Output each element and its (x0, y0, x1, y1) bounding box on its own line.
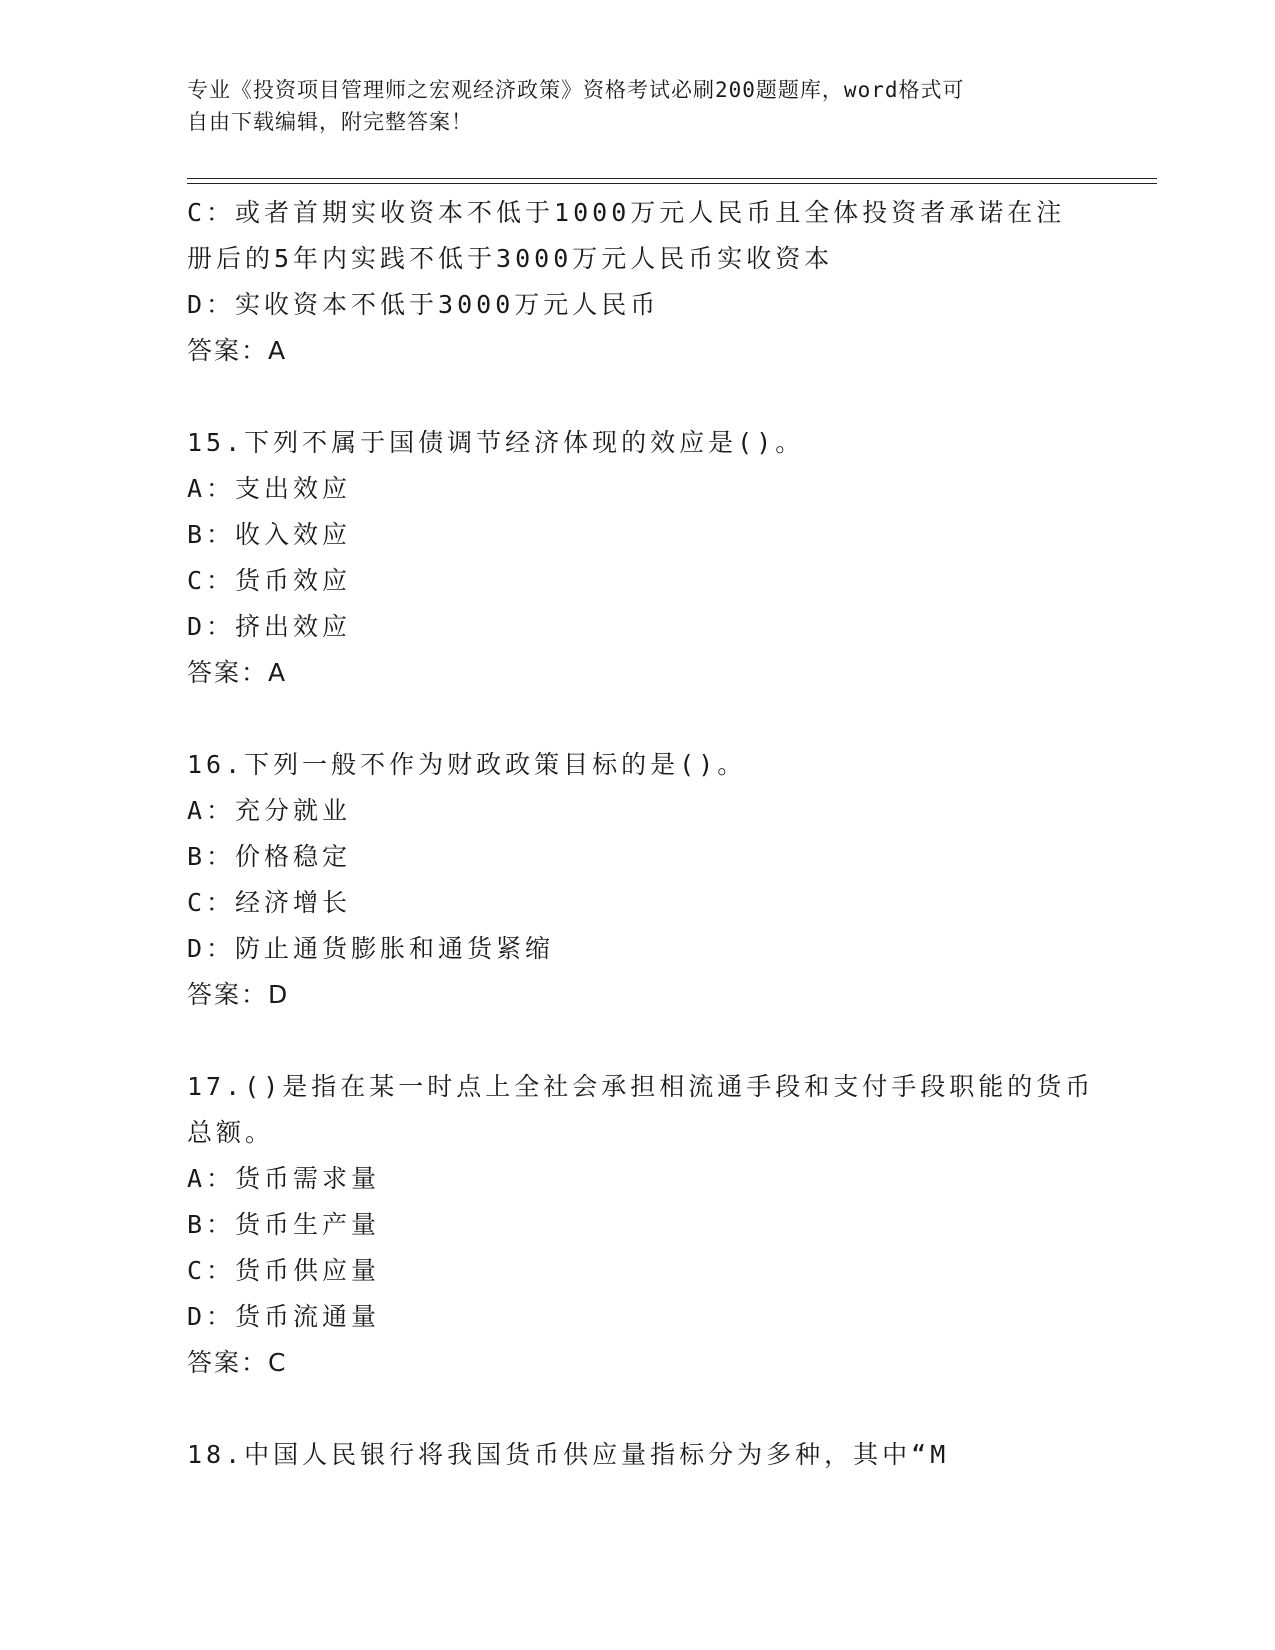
document-header (187, 74, 1067, 138)
option-c: C：货币效应 (187, 566, 352, 595)
option-c-line-2: 册后的5年内实践不低于3000万元人民币实收资本 (187, 244, 834, 273)
option-c-line-1: C：或者首期实收资本不低于1000万元人民币且全体投资者承诺在注 (187, 198, 1066, 227)
option-c: C：货币供应量 (187, 1256, 381, 1285)
header-divider-top (187, 178, 1157, 179)
header-line-1: 专业《投资项目管理师之宏观经济政策》资格考试必刷200题题库，word格式可 (187, 78, 965, 102)
option-a: A：货币需求量 (187, 1164, 381, 1193)
answer: 答案：C (187, 1348, 288, 1377)
header-divider-bottom (187, 183, 1157, 184)
option-d: D：挤出效应 (187, 612, 352, 641)
question-17 (187, 1064, 1095, 1386)
question-15 (187, 420, 1087, 696)
header-line-2: 自由下载编辑，附完整答案！ (187, 110, 473, 134)
option-b: B：收入效应 (187, 520, 352, 549)
option-d: D：货币流通量 (187, 1302, 381, 1331)
spacer (187, 696, 1087, 742)
answer: 答案：A (187, 658, 288, 687)
answer: 答案：A (187, 336, 288, 365)
question-18 (187, 1432, 1087, 1478)
question-text: 15.下列不属于国债调节经济体现的效应是()。 (187, 428, 805, 457)
option-b: B：价格稳定 (187, 842, 352, 871)
option-d: D：实收资本不低于3000万元人民币 (187, 290, 660, 319)
spacer (187, 374, 1087, 420)
option-b: B：货币生产量 (187, 1210, 381, 1239)
question-text-line-1: 18.中国人民银行将我国货币供应量指标分为多种，其中“M (187, 1440, 950, 1469)
question-text-line-2: 总额。 (187, 1118, 275, 1147)
document-body (187, 190, 1095, 1478)
option-d: D：防止通货膨胀和通货紧缩 (187, 934, 555, 963)
option-c: C：经济增长 (187, 888, 352, 917)
question-text: 16.下列一般不作为财政政策目标的是()。 (187, 750, 747, 779)
option-a: A：支出效应 (187, 474, 352, 503)
question-14-tail (187, 190, 1087, 374)
answer: 答案：D (187, 980, 290, 1009)
question-text-line-1: 17.()是指在某一时点上全社会承担相流通手段和支付手段职能的货币 (187, 1072, 1095, 1101)
spacer (187, 1018, 1087, 1064)
option-a: A：充分就业 (187, 796, 352, 825)
question-16 (187, 742, 1087, 1018)
spacer (187, 1386, 1087, 1432)
